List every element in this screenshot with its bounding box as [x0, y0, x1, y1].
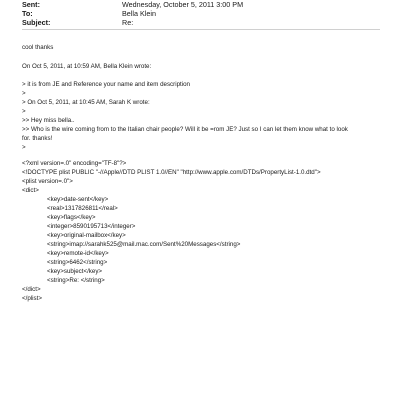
header-divider — [22, 29, 380, 30]
plist-entry: <integer>8590195713</integer> — [47, 223, 136, 230]
plist-entry: <key>date-sent</key> — [47, 196, 109, 203]
sent-label: Sent: — [22, 0, 40, 9]
plist-entry: <string>Re: </string> — [47, 277, 105, 284]
quote-line-3: > On Oct 5, 2011, at 10:45 AM, Sarah K wrote: — [22, 99, 150, 106]
plist-entry: <real>1317826811</real> — [47, 205, 118, 212]
to-value: Bella Klein — [122, 9, 156, 18]
plist-entry: <string>imap://sarahk525@mail.mac.com/Sent%20Messages</string> — [47, 241, 241, 248]
xml-declaration: <?xml version=.0" encoding="TF-8"?> — [22, 160, 127, 167]
quote-line-4: > — [22, 108, 26, 115]
doctype-line: <!DOCTYPE plist PUBLIC "-//Apple//DTD PLIST 1.0//EN" "http://www.apple.com/DTDs/PropertyList-1.0.dtd"> — [22, 169, 321, 176]
subject-value: Re: — [122, 18, 134, 27]
plist-entry: <key>original-mailbox</key> — [47, 232, 126, 239]
plist-entry: <string>6462</string> — [47, 259, 108, 266]
quote-line-7: > — [22, 144, 26, 151]
quote-line-5: >> Hey miss bella.. — [22, 117, 75, 124]
quote-line-6a: >> Who is the wire coming from to the Italian chair people? Will it be =rom JE? Just so I can let them know what to look — [22, 126, 348, 133]
to-label: To: — [22, 9, 33, 18]
quote-line-2: > — [22, 90, 26, 97]
plist-open-tag: <plist version=.0"> — [22, 178, 73, 185]
subject-row — [22, 18, 133, 27]
plist-entry: <key>remote-id</key> — [47, 250, 109, 257]
quote-line-1: > it is from JE and Reference your name and item description — [22, 81, 191, 88]
dict-close-tag: </dict> — [22, 286, 41, 293]
to-row — [22, 9, 156, 18]
sent-row — [22, 0, 243, 9]
reply-intro-line: On Oct 5, 2011, at 10:59 AM, Bella Klein wrote: — [22, 63, 152, 70]
plist-entry: <key>flags</key> — [47, 214, 96, 221]
plist-entry: <key>subject</key> — [47, 268, 103, 275]
dict-open-tag: <dict> — [22, 187, 39, 194]
plist-close-tag: </plist> — [22, 295, 42, 302]
sent-value: Wednesday, October 5, 2011 3:00 PM — [122, 0, 244, 9]
greeting-line: cool thanks — [22, 44, 54, 51]
subject-label: Subject: — [22, 18, 51, 27]
quote-line-6b: for. thanks! — [22, 135, 53, 142]
